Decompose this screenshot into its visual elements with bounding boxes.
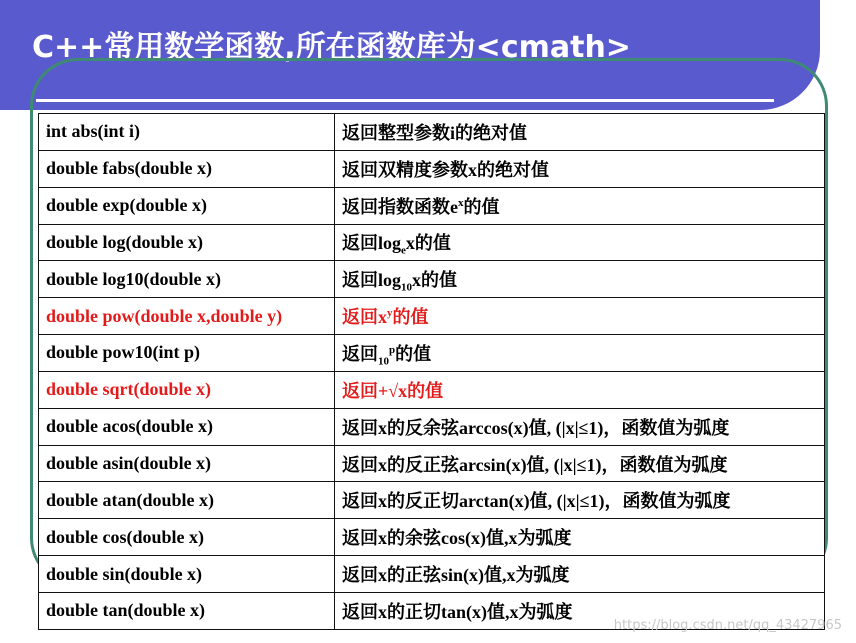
function-signature: double asin(double x) [39,445,335,482]
table-row [39,556,825,593]
math-functions-table [38,113,825,630]
subscript: e [401,245,406,258]
function-description: 返回整型参数i的绝对值 [335,114,825,151]
function-description: 返回x的正切tan(x)值,x为弧度 [335,592,825,629]
function-signature: double tan(double x) [39,592,335,629]
superscript: p [389,343,396,356]
function-description [335,335,825,372]
function-signature: double pow10(int p) [39,335,335,372]
desc-text: 的值 [395,343,432,364]
function-signature: double exp(double x) [39,187,335,224]
table-row [39,335,825,372]
table-row [39,445,825,482]
subscript: 10 [401,281,413,294]
function-description: 返回x的余弦cos(x)值,x为弧度 [335,519,825,556]
function-description: 返回+√x的值 [335,371,825,408]
function-description [335,298,825,335]
function-description: 返回x的正弦sin(x)值,x为弧度 [335,556,825,593]
table-row-highlighted [39,371,825,408]
table-row [39,187,825,224]
desc-text: x的值 [405,233,451,254]
function-signature: double fabs(double x) [39,150,335,187]
function-description: 返回x的反正弦arcsin(x)值, (|x|≤1)，函数值为弧度 [335,445,825,482]
desc-text: 返回log [342,233,402,254]
desc-text: x的值 [412,270,458,291]
table-row [39,519,825,556]
slide-title: C++常用数学函数,所在函数库为<cmath> [32,30,631,65]
function-signature: double acos(double x) [39,408,335,445]
function-signature: double pow(double x,double y) [39,298,335,335]
table-row [39,150,825,187]
desc-text: 返回指数函数e [342,196,458,217]
table-row [39,224,825,261]
table-row [39,482,825,519]
desc-text: 返回 [342,343,378,364]
table-row [39,261,825,298]
function-signature: double atan(double x) [39,482,335,519]
desc-text: 返回x [342,307,387,328]
table-row-highlighted [39,298,825,335]
function-signature: double cos(double x) [39,519,335,556]
superscript: y [387,307,393,320]
function-description [335,187,825,224]
function-description: 返回双精度参数x的绝对值 [335,150,825,187]
desc-text: 的值 [463,196,500,217]
function-description [335,224,825,261]
function-description [335,261,825,298]
function-signature: double sqrt(double x) [39,371,335,408]
table-row [39,408,825,445]
desc-text: 返回log [342,270,402,291]
function-signature: int abs(int i) [39,114,335,151]
function-description: 返回x的反正切arctan(x)值, (|x|≤1)，函数值为弧度 [335,482,825,519]
desc-text: 的值 [392,307,429,328]
subscript: 10 [378,355,389,368]
function-signature: double sin(double x) [39,556,335,593]
function-signature: double log10(double x) [39,261,335,298]
superscript: x [458,196,464,209]
function-description: 返回x的反余弦arccos(x)值, (|x|≤1)，函数值为弧度 [335,408,825,445]
table-row [39,114,825,151]
function-signature: double log(double x) [39,224,335,261]
watermark: https://blog.csdn.net/qq_43427965 [613,618,842,633]
